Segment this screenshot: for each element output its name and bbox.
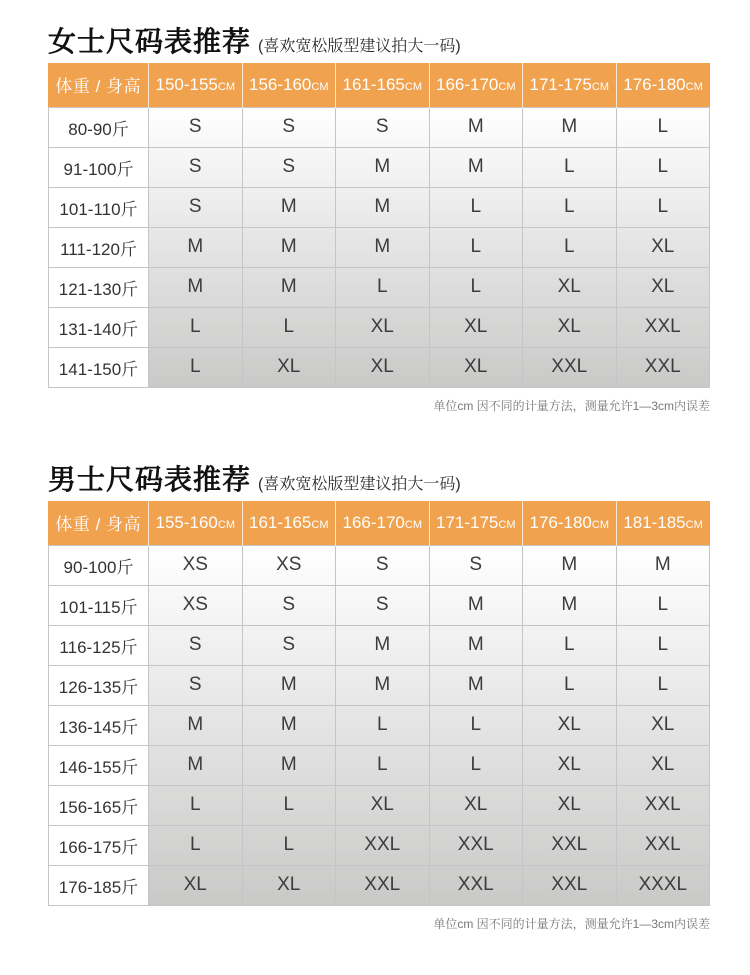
size-cell: XXL: [616, 825, 710, 865]
size-cell: M: [242, 267, 336, 307]
size-cell: M: [149, 227, 243, 267]
size-cell: S: [149, 665, 243, 705]
size-cell: S: [429, 545, 523, 585]
size-cell: M: [149, 705, 243, 745]
size-cell: XXL: [336, 865, 430, 905]
size-cell: S: [242, 585, 336, 625]
men-section-title: 男士尺码表推荐: [48, 464, 252, 495]
size-cell: L: [336, 705, 430, 745]
table-row: [49, 705, 710, 745]
weight-range-label: 101-110斤: [49, 187, 149, 227]
size-cell: XL: [616, 267, 710, 307]
size-cell: L: [523, 665, 617, 705]
size-cell: M: [429, 625, 523, 665]
weight-range-label: 80-90斤: [49, 107, 149, 147]
size-cell: L: [242, 825, 336, 865]
size-cell: S: [242, 107, 336, 147]
size-cell: M: [149, 745, 243, 785]
size-cell: M: [429, 585, 523, 625]
men-section-title-line: [48, 458, 710, 495]
size-cell: M: [523, 107, 617, 147]
height-column-header: 166-170CM: [336, 501, 430, 545]
table-row: [49, 745, 710, 785]
size-cell: L: [616, 107, 710, 147]
size-cell: S: [149, 625, 243, 665]
weight-range-label: 141-150斤: [49, 347, 149, 387]
size-cell: XXL: [616, 347, 710, 387]
size-cell: L: [429, 227, 523, 267]
men-size-table: [48, 501, 710, 906]
size-cell: L: [149, 785, 243, 825]
weight-range-label: 116-125斤: [49, 625, 149, 665]
height-column-header: 181-185CM: [616, 501, 710, 545]
size-cell: XL: [429, 347, 523, 387]
size-cell: L: [336, 267, 430, 307]
table-row: [49, 865, 710, 905]
weight-range-label: 90-100斤: [49, 545, 149, 585]
size-cell: XS: [149, 585, 243, 625]
size-cell: S: [336, 585, 430, 625]
weight-range-label: 126-135斤: [49, 665, 149, 705]
weight-range-label: 136-145斤: [49, 705, 149, 745]
size-cell: L: [523, 187, 617, 227]
size-cell: XS: [149, 545, 243, 585]
table-row: [49, 585, 710, 625]
corner-header-weight-height: 体重 / 身高: [55, 515, 142, 535]
size-cell: XL: [523, 307, 617, 347]
height-column-header: 161-165CM: [336, 63, 430, 107]
size-cell: XXL: [616, 307, 710, 347]
size-cell: M: [242, 227, 336, 267]
size-cell: L: [616, 585, 710, 625]
men-size-section: [48, 458, 710, 932]
weight-range-label: 146-155斤: [49, 745, 149, 785]
size-cell: XL: [429, 785, 523, 825]
women-size-table: [48, 63, 710, 388]
measurement-note: 单位cm 因不同的计量方法，测量允许1—3cm内误差: [433, 916, 710, 931]
size-cell: M: [336, 187, 430, 227]
height-column-header: 171-175CM: [429, 501, 523, 545]
table-row: [49, 187, 710, 227]
size-cell: S: [336, 545, 430, 585]
size-cell: L: [616, 625, 710, 665]
size-cell: XL: [429, 307, 523, 347]
size-cell: XL: [523, 745, 617, 785]
size-cell: XL: [149, 865, 243, 905]
size-cell: XL: [616, 227, 710, 267]
size-cell: L: [149, 347, 243, 387]
size-cell: M: [242, 665, 336, 705]
men-section-subtitle: (喜欢宽松版型建议拍大一码): [258, 476, 461, 493]
table-row: [49, 625, 710, 665]
women-section-title: 女士尺码表推荐: [48, 26, 252, 57]
size-cell: XL: [242, 865, 336, 905]
size-cell: XS: [242, 545, 336, 585]
size-cell: XL: [336, 785, 430, 825]
size-cell: L: [616, 187, 710, 227]
weight-range-label: 176-185斤: [49, 865, 149, 905]
weight-range-label: 166-175斤: [49, 825, 149, 865]
size-cell: M: [242, 745, 336, 785]
size-cell: M: [336, 665, 430, 705]
size-cell: L: [242, 307, 336, 347]
height-column-header: 171-175CM: [523, 63, 617, 107]
table-row: [49, 267, 710, 307]
size-cell: M: [523, 545, 617, 585]
size-cell: XL: [336, 347, 430, 387]
height-column-header: 176-180CM: [616, 63, 710, 107]
size-cell: M: [242, 187, 336, 227]
size-cell: M: [336, 227, 430, 267]
height-column-header: 150-155CM: [149, 63, 243, 107]
size-cell: XXL: [429, 865, 523, 905]
size-cell: L: [523, 147, 617, 187]
weight-range-label: 121-130斤: [49, 267, 149, 307]
corner-header-weight-height: 体重 / 身高: [55, 77, 142, 97]
table-row: [49, 307, 710, 347]
height-column-header: 166-170CM: [429, 63, 523, 107]
size-cell: L: [616, 665, 710, 705]
table-row: [49, 347, 710, 387]
weight-range-label: 131-140斤: [49, 307, 149, 347]
size-cell: S: [336, 107, 430, 147]
weight-range-label: 111-120斤: [49, 227, 149, 267]
weight-range-label: 156-165斤: [49, 785, 149, 825]
size-cell: M: [429, 147, 523, 187]
table-row: [49, 227, 710, 267]
size-cell: M: [429, 665, 523, 705]
size-cell: L: [429, 187, 523, 227]
size-cell: S: [149, 107, 243, 147]
size-cell: XL: [523, 705, 617, 745]
size-cell: S: [242, 625, 336, 665]
women-section-subtitle: (喜欢宽松版型建议拍大一码): [258, 38, 461, 55]
size-cell: L: [149, 825, 243, 865]
size-cell: XL: [616, 705, 710, 745]
table-row: [49, 107, 710, 147]
size-cell: XXXL: [616, 865, 710, 905]
size-cell: XXL: [523, 865, 617, 905]
size-cell: S: [149, 147, 243, 187]
size-cell: XL: [336, 307, 430, 347]
height-column-header: 155-160CM: [149, 501, 243, 545]
size-cell: XXL: [616, 785, 710, 825]
size-cell: M: [523, 585, 617, 625]
height-column-header: 161-165CM: [242, 501, 336, 545]
size-cell: S: [149, 187, 243, 227]
table-row: [49, 665, 710, 705]
size-cell: M: [616, 545, 710, 585]
size-cell: L: [149, 307, 243, 347]
table-row: [49, 147, 710, 187]
size-cell: L: [429, 267, 523, 307]
size-cell: M: [242, 705, 336, 745]
size-cell: XL: [242, 347, 336, 387]
table-row: [49, 545, 710, 585]
size-cell: XL: [523, 267, 617, 307]
header-row: [49, 501, 710, 545]
size-cell: M: [429, 107, 523, 147]
header-row: [49, 63, 710, 107]
size-cell: XXL: [336, 825, 430, 865]
size-cell: XL: [616, 745, 710, 785]
size-cell: M: [336, 625, 430, 665]
measurement-note: 单位cm 因不同的计量方法，测量允许1—3cm内误差: [433, 398, 710, 413]
size-cell: L: [242, 785, 336, 825]
size-cell: L: [429, 745, 523, 785]
size-cell: S: [242, 147, 336, 187]
size-cell: L: [336, 745, 430, 785]
size-cell: XXL: [429, 825, 523, 865]
size-cell: XXL: [523, 347, 617, 387]
size-cell: L: [429, 705, 523, 745]
size-cell: XL: [523, 785, 617, 825]
height-column-header: 176-180CM: [523, 501, 617, 545]
women-size-section: [48, 20, 710, 414]
size-cell: XXL: [523, 825, 617, 865]
size-cell: M: [149, 267, 243, 307]
weight-range-label: 101-115斤: [49, 585, 149, 625]
women-section-title-line: [48, 20, 710, 57]
height-column-header: 156-160CM: [242, 63, 336, 107]
size-cell: M: [336, 147, 430, 187]
weight-range-label: 91-100斤: [49, 147, 149, 187]
size-cell: L: [523, 625, 617, 665]
table-row: [49, 785, 710, 825]
size-cell: L: [523, 227, 617, 267]
table-row: [49, 825, 710, 865]
size-cell: L: [616, 147, 710, 187]
